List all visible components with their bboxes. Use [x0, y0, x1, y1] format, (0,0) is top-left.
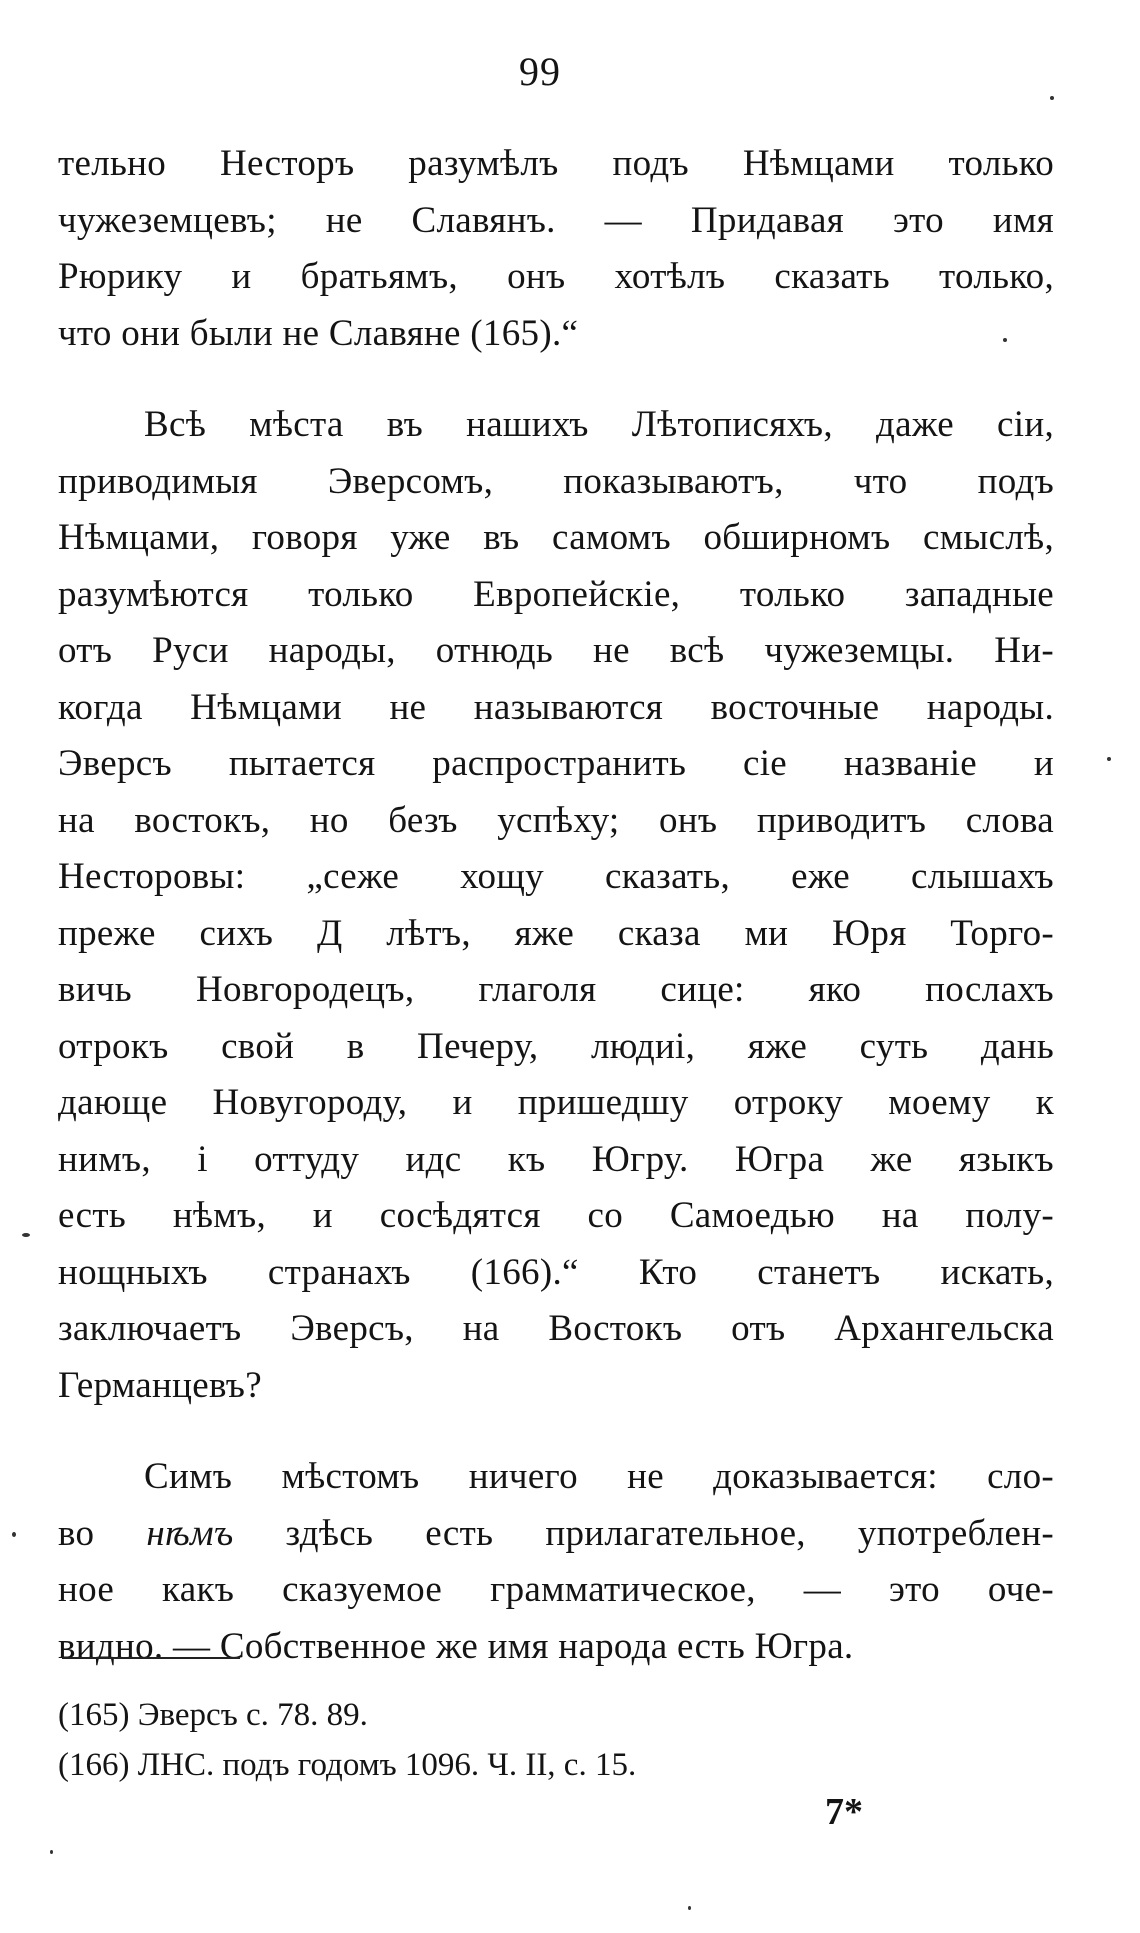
scan-speck [50, 1850, 53, 1854]
text-line: Нѣмцами, говоря уже въ самомъ обширномъ смыслѣ, [58, 517, 1054, 558]
text-line: тельно Несторъ разумѣлъ подъ Нѣмцами только [58, 143, 1054, 184]
text-line: ное какъ сказуемое грамматическое, — это оче- [58, 1569, 1054, 1610]
footnote-166: (166) ЛНС. подъ годомъ 1096. Ч. II, с. 15. [58, 1747, 637, 1783]
text-line: разумѣются только Европейскіе, только западные [58, 573, 1054, 615]
text-line: Несторовы: „сеже хощу сказать, еже слышахъ [58, 856, 1054, 897]
footnote-divider [62, 1657, 240, 1659]
text-line: Рюрику и братьямъ, онъ хотѣлъ сказать только, [58, 256, 1054, 297]
page-number: 99 [519, 49, 561, 94]
text-line: вичь Новгородецъ, глаголя сице: яко послахъ [58, 969, 1054, 1010]
italic-word: нѣмъ [146, 1512, 234, 1554]
paragraph-3 [58, 1449, 1054, 1675]
text-line: приводимыя Эверсомъ, показываютъ, что подъ [58, 460, 1054, 502]
text-line: что они были не Славяне (165).“ [58, 312, 579, 354]
text-line: видно. — Собственное же имя народа есть Югра. [58, 1625, 854, 1667]
scan-speck [1107, 757, 1111, 761]
text-line: нощныхъ странахъ (166).“ Кто станетъ искать, [58, 1251, 1054, 1293]
text-line: отъ Руси народы, отнюдь не всѣ чужеземцы. Ни- [58, 630, 1054, 671]
text-line: нимъ, і оттуду идс къ Югру. Югра же языкъ [58, 1138, 1054, 1180]
text-line: заключаетъ Эверсъ, на Востокъ отъ Архангельска [58, 1308, 1054, 1349]
signature-mark: 7* [825, 1791, 863, 1833]
paragraph-1 [58, 136, 1054, 362]
paragraph-2 [58, 397, 1054, 1414]
text-line: дающе Новугороду, и пришедшу отроку моему к [58, 1082, 1054, 1123]
text-line: чужеземцевъ; не Славянъ. — Придавая это имя [58, 199, 1054, 241]
text-line: Всѣ мѣста въ нашихъ Лѣтописяхъ, даже сіи, [144, 404, 1054, 445]
text-line: преже сихъ Д лѣтъ, яже сказа ми Юря Торго- [58, 912, 1054, 954]
text-line: во нѣмъ здѣсь есть прилагательное, употреблен- [58, 1512, 1055, 1554]
text-line: на востокъ, но безъ успѣху; онъ приводитъ слова [58, 799, 1054, 841]
text-line: отрокъ свой в Печеру, людиі, яже суть дань [58, 1025, 1054, 1067]
text-line: Германцевъ? [58, 1364, 262, 1406]
text-line: Симъ мѣстомъ ничего не доказывается: сло- [144, 1456, 1054, 1497]
scan-speck [1003, 338, 1007, 342]
scan-speck [22, 1233, 30, 1237]
scan-speck [688, 1906, 691, 1910]
footnote-165: (165) Эверсъ с. 78. 89. [58, 1697, 368, 1733]
scan-speck [12, 1532, 16, 1537]
text-line: когда Нѣмцами не называются восточные народы. [58, 686, 1054, 728]
body-text [58, 136, 1054, 1675]
scan-speck [1050, 96, 1054, 100]
text-line: Эверсъ пытается распространить сіе названіе и [58, 743, 1054, 784]
footnotes [58, 1690, 958, 1790]
text-line: есть нѣмъ, и сосѣдятся со Самоедью на полу- [58, 1195, 1054, 1236]
